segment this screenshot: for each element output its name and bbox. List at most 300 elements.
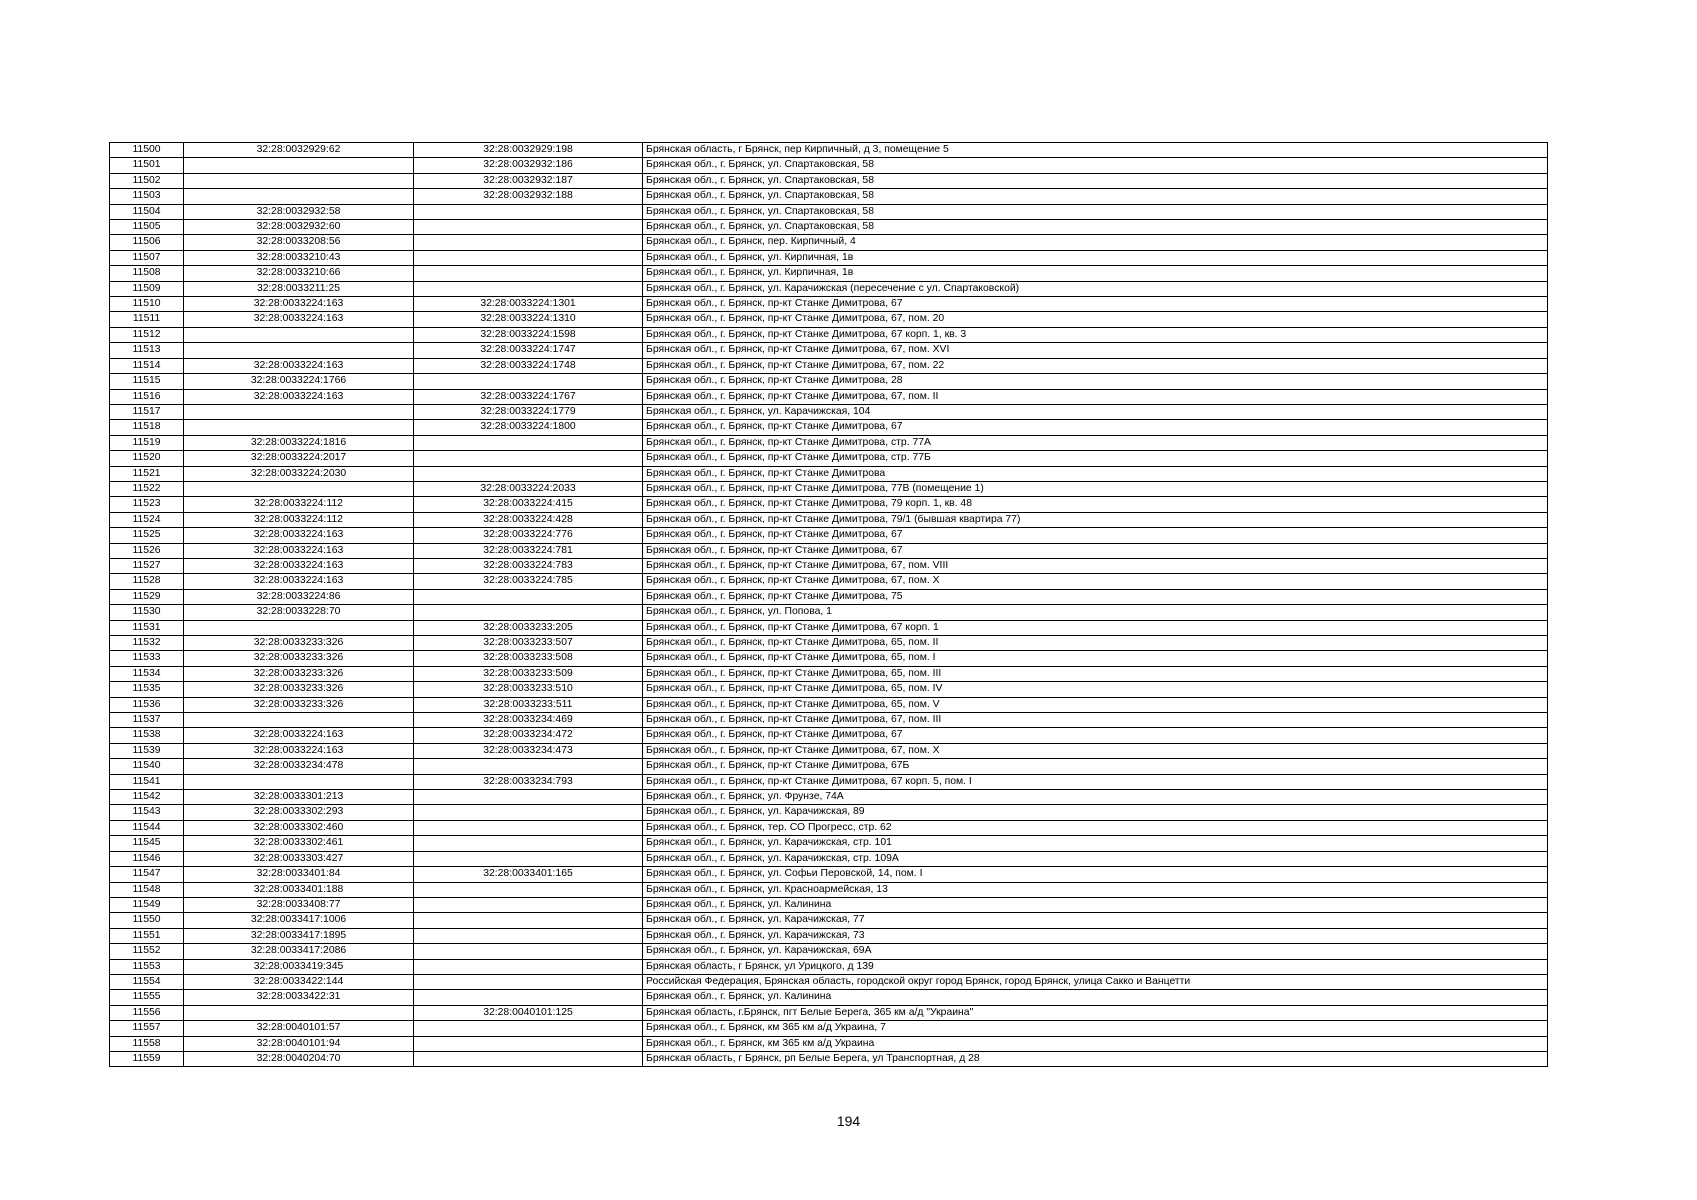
table-row bbox=[110, 312, 1548, 327]
address-cell: Брянская обл., г. Брянск, пр-кт Станке Димитрова, 67, пом. X bbox=[643, 743, 1548, 758]
table-row bbox=[110, 266, 1548, 281]
table-row bbox=[110, 389, 1548, 404]
land-cadastral-number-cell: 32:28:0033224:163 bbox=[184, 389, 414, 404]
object-cadastral-number-cell bbox=[414, 928, 643, 943]
land-cadastral-number-cell: 32:28:0033302:461 bbox=[184, 836, 414, 851]
address-cell: Брянская обл., г. Брянск, пр-кт Станке Димитрова, 67 bbox=[643, 543, 1548, 558]
table-row bbox=[110, 1051, 1548, 1066]
table-row bbox=[110, 250, 1548, 265]
row-number-cell: 11540 bbox=[110, 759, 184, 774]
table-row bbox=[110, 805, 1548, 820]
object-cadastral-number-cell bbox=[414, 374, 643, 389]
row-number-cell: 11548 bbox=[110, 882, 184, 897]
address-cell: Брянская область, г.Брянск, пгт Белые Берега, 365 км а/д "Украина" bbox=[643, 1005, 1548, 1020]
land-cadastral-number-cell: 32:28:0033224:2017 bbox=[184, 451, 414, 466]
table-row bbox=[110, 974, 1548, 989]
row-number-cell: 11518 bbox=[110, 420, 184, 435]
object-cadastral-number-cell bbox=[414, 959, 643, 974]
address-cell: Брянская обл., г. Брянск, пр-кт Станке Димитрова, 67Б bbox=[643, 759, 1548, 774]
table-row bbox=[110, 774, 1548, 789]
table-row bbox=[110, 435, 1548, 450]
address-cell: Брянская обл., г. Брянск, пр-кт Станке Димитрова, 75 bbox=[643, 589, 1548, 604]
table-body bbox=[110, 143, 1548, 1067]
address-cell: Брянская обл., г. Брянск, ул. Карачижская, стр. 101 bbox=[643, 836, 1548, 851]
object-cadastral-number-cell: 32:28:0033224:1598 bbox=[414, 327, 643, 342]
object-cadastral-number-cell: 32:28:0033224:428 bbox=[414, 512, 643, 527]
table-row bbox=[110, 697, 1548, 712]
object-cadastral-number-cell: 32:28:0033234:473 bbox=[414, 743, 643, 758]
object-cadastral-number-cell: 32:28:0040101:125 bbox=[414, 1005, 643, 1020]
table-row bbox=[110, 959, 1548, 974]
address-cell: Брянская обл., г. Брянск, км 365 км а/д Украина bbox=[643, 1036, 1548, 1051]
row-number-cell: 11559 bbox=[110, 1051, 184, 1066]
address-cell: Брянская обл., г. Брянск, пер. Кирпичный, 4 bbox=[643, 235, 1548, 250]
object-cadastral-number-cell bbox=[414, 882, 643, 897]
object-cadastral-number-cell bbox=[414, 266, 643, 281]
row-number-cell: 11516 bbox=[110, 389, 184, 404]
row-number-cell: 11523 bbox=[110, 497, 184, 512]
row-number-cell: 11500 bbox=[110, 143, 184, 158]
land-cadastral-number-cell: 32:28:0033233:326 bbox=[184, 666, 414, 681]
object-cadastral-number-cell bbox=[414, 250, 643, 265]
address-cell: Брянская обл., г. Брянск, ул. Калинина bbox=[643, 990, 1548, 1005]
object-cadastral-number-cell: 32:28:0033234:793 bbox=[414, 774, 643, 789]
row-number-cell: 11555 bbox=[110, 990, 184, 1005]
table-row bbox=[110, 528, 1548, 543]
address-cell: Брянская обл., г. Брянск, ул. Карачижская (пересечение с ул. Спартаковской) bbox=[643, 281, 1548, 296]
row-number-cell: 11520 bbox=[110, 451, 184, 466]
table-row bbox=[110, 682, 1548, 697]
land-cadastral-number-cell: 32:28:0033303:427 bbox=[184, 851, 414, 866]
address-cell: Брянская обл., г. Брянск, ул. Карачижская, стр. 109А bbox=[643, 851, 1548, 866]
row-number-cell: 11503 bbox=[110, 189, 184, 204]
land-cadastral-number-cell: 32:28:0033233:326 bbox=[184, 651, 414, 666]
land-cadastral-number-cell bbox=[184, 620, 414, 635]
land-cadastral-number-cell: 32:28:0032932:58 bbox=[184, 204, 414, 219]
land-cadastral-number-cell bbox=[184, 1005, 414, 1020]
row-number-cell: 11541 bbox=[110, 774, 184, 789]
address-cell: Брянская обл., г. Брянск, км 365 км а/д Украина, 7 bbox=[643, 1021, 1548, 1036]
address-cell: Брянская обл., г. Брянск, пр-кт Станке Димитрова, 28 bbox=[643, 374, 1548, 389]
address-cell: Брянская обл., г. Брянск, пр-кт Станке Димитрова, 67, пом. III bbox=[643, 713, 1548, 728]
address-cell: Брянская обл., г. Брянск, пр-кт Станке Димитрова, 65, пом. III bbox=[643, 666, 1548, 681]
land-cadastral-number-cell: 32:28:0033224:163 bbox=[184, 312, 414, 327]
land-cadastral-number-cell: 32:28:0033401:84 bbox=[184, 867, 414, 882]
land-cadastral-number-cell: 32:28:0033224:2030 bbox=[184, 466, 414, 481]
address-cell: Брянская обл., г. Брянск, пр-кт Станке Димитрова, 67 корп. 5, пом. I bbox=[643, 774, 1548, 789]
table-row bbox=[110, 605, 1548, 620]
table-row bbox=[110, 158, 1548, 173]
object-cadastral-number-cell bbox=[414, 435, 643, 450]
land-cadastral-number-cell bbox=[184, 158, 414, 173]
land-cadastral-number-cell: 32:28:0033224:86 bbox=[184, 589, 414, 604]
object-cadastral-number-cell bbox=[414, 836, 643, 851]
address-cell: Брянская обл., г. Брянск, ул. Калинина bbox=[643, 897, 1548, 912]
land-cadastral-number-cell: 32:28:0033224:112 bbox=[184, 512, 414, 527]
address-cell: Брянская обл., г. Брянск, ул. Спартаковская, 58 bbox=[643, 204, 1548, 219]
row-number-cell: 11537 bbox=[110, 713, 184, 728]
object-cadastral-number-cell bbox=[414, 605, 643, 620]
address-cell: Брянская обл., г. Брянск, ул. Спартаковская, 58 bbox=[643, 220, 1548, 235]
object-cadastral-number-cell bbox=[414, 466, 643, 481]
address-cell: Брянская обл., г. Брянск, пр-кт Станке Димитрова, 79/1 (бывшая квартира 77) bbox=[643, 512, 1548, 527]
object-cadastral-number-cell: 32:28:0033224:776 bbox=[414, 528, 643, 543]
object-cadastral-number-cell: 32:28:0032929:198 bbox=[414, 143, 643, 158]
table-row bbox=[110, 543, 1548, 558]
address-cell: Брянская обл., г. Брянск, пр-кт Станке Димитрова, 65, пом. II bbox=[643, 636, 1548, 651]
row-number-cell: 11511 bbox=[110, 312, 184, 327]
object-cadastral-number-cell: 32:28:0033224:415 bbox=[414, 497, 643, 512]
object-cadastral-number-cell bbox=[414, 805, 643, 820]
address-cell: Брянская обл., г. Брянск, тер. СО Прогресс, стр. 62 bbox=[643, 820, 1548, 835]
row-number-cell: 11531 bbox=[110, 620, 184, 635]
row-number-cell: 11504 bbox=[110, 204, 184, 219]
land-cadastral-number-cell: 32:28:0033302:460 bbox=[184, 820, 414, 835]
table-row bbox=[110, 743, 1548, 758]
object-cadastral-number-cell: 32:28:0033224:783 bbox=[414, 558, 643, 573]
object-cadastral-number-cell: 32:28:0033224:2033 bbox=[414, 481, 643, 496]
table-row bbox=[110, 790, 1548, 805]
land-cadastral-number-cell: 32:28:0032932:60 bbox=[184, 220, 414, 235]
object-cadastral-number-cell: 32:28:0033401:165 bbox=[414, 867, 643, 882]
land-cadastral-number-cell: 32:28:0033224:112 bbox=[184, 497, 414, 512]
row-number-cell: 11536 bbox=[110, 697, 184, 712]
table-row bbox=[110, 867, 1548, 882]
address-cell: Брянская обл., г. Брянск, пр-кт Станке Димитрова, 65, пом. V bbox=[643, 697, 1548, 712]
object-cadastral-number-cell: 32:28:0032932:187 bbox=[414, 173, 643, 188]
land-cadastral-number-cell: 32:28:0033417:1895 bbox=[184, 928, 414, 943]
land-cadastral-number-cell: 32:28:0033417:1006 bbox=[184, 913, 414, 928]
land-cadastral-number-cell bbox=[184, 189, 414, 204]
address-cell: Брянская обл., г. Брянск, пр-кт Станке Димитрова, 67, пом. X bbox=[643, 574, 1548, 589]
object-cadastral-number-cell: 32:28:0033224:1301 bbox=[414, 297, 643, 312]
row-number-cell: 11556 bbox=[110, 1005, 184, 1020]
address-cell: Брянская обл., г. Брянск, ул. Софьи Перовской, 14, пом. I bbox=[643, 867, 1548, 882]
object-cadastral-number-cell: 32:28:0033224:1748 bbox=[414, 358, 643, 373]
land-cadastral-number-cell: 32:28:0033228:70 bbox=[184, 605, 414, 620]
table-row bbox=[110, 420, 1548, 435]
land-cadastral-number-cell: 32:28:0033210:66 bbox=[184, 266, 414, 281]
table-row bbox=[110, 620, 1548, 635]
object-cadastral-number-cell: 32:28:0032932:188 bbox=[414, 189, 643, 204]
table-row bbox=[110, 374, 1548, 389]
land-cadastral-number-cell: 32:28:0033233:326 bbox=[184, 636, 414, 651]
object-cadastral-number-cell bbox=[414, 820, 643, 835]
object-cadastral-number-cell: 32:28:0033224:1779 bbox=[414, 404, 643, 419]
object-cadastral-number-cell bbox=[414, 990, 643, 1005]
land-cadastral-number-cell: 32:28:0033224:163 bbox=[184, 528, 414, 543]
object-cadastral-number-cell: 32:28:0033224:785 bbox=[414, 574, 643, 589]
address-cell: Брянская обл., г. Брянск, ул. Красноармейская, 13 bbox=[643, 882, 1548, 897]
land-cadastral-number-cell: 32:28:0040204:70 bbox=[184, 1051, 414, 1066]
row-number-cell: 11545 bbox=[110, 836, 184, 851]
row-number-cell: 11558 bbox=[110, 1036, 184, 1051]
row-number-cell: 11530 bbox=[110, 605, 184, 620]
page-number: 194 bbox=[836, 1113, 861, 1129]
table-row bbox=[110, 928, 1548, 943]
table-row bbox=[110, 589, 1548, 604]
table-row bbox=[110, 1021, 1548, 1036]
address-cell: Брянская обл., г. Брянск, ул. Спартаковская, 58 bbox=[643, 173, 1548, 188]
table-row bbox=[110, 281, 1548, 296]
address-cell: Брянская обл., г. Брянск, ул. Карачижская, 104 bbox=[643, 404, 1548, 419]
table-row bbox=[110, 327, 1548, 342]
address-cell: Брянская область, г Брянск, ул Урицкого, д 139 bbox=[643, 959, 1548, 974]
row-number-cell: 11524 bbox=[110, 512, 184, 527]
address-cell: Брянская обл., г. Брянск, пр-кт Станке Димитрова, 79 корп. 1, кв. 48 bbox=[643, 497, 1548, 512]
land-cadastral-number-cell bbox=[184, 420, 414, 435]
land-cadastral-number-cell: 32:28:0033234:478 bbox=[184, 759, 414, 774]
address-cell: Брянская обл., г. Брянск, пр-кт Станке Димитрова, стр. 77Б bbox=[643, 451, 1548, 466]
row-number-cell: 11542 bbox=[110, 790, 184, 805]
table-row bbox=[110, 404, 1548, 419]
address-cell: Брянская обл., г. Брянск, ул. Карачижская, 89 bbox=[643, 805, 1548, 820]
land-cadastral-number-cell: 32:28:0040101:94 bbox=[184, 1036, 414, 1051]
object-cadastral-number-cell bbox=[414, 204, 643, 219]
object-cadastral-number-cell: 32:28:0033233:511 bbox=[414, 697, 643, 712]
address-cell: Брянская обл., г. Брянск, пр-кт Станке Димитрова, 67 bbox=[643, 420, 1548, 435]
object-cadastral-number-cell bbox=[414, 235, 643, 250]
land-cadastral-number-cell: 32:28:0033224:163 bbox=[184, 574, 414, 589]
row-number-cell: 11507 bbox=[110, 250, 184, 265]
row-number-cell: 11512 bbox=[110, 327, 184, 342]
table-row bbox=[110, 220, 1548, 235]
row-number-cell: 11517 bbox=[110, 404, 184, 419]
row-number-cell: 11543 bbox=[110, 805, 184, 820]
row-number-cell: 11506 bbox=[110, 235, 184, 250]
row-number-cell: 11544 bbox=[110, 820, 184, 835]
address-cell: Брянская обл., г. Брянск, пр-кт Станке Димитрова, 67, пом. 22 bbox=[643, 358, 1548, 373]
table-row bbox=[110, 897, 1548, 912]
row-number-cell: 11554 bbox=[110, 974, 184, 989]
land-cadastral-number-cell: 32:28:0033211:25 bbox=[184, 281, 414, 296]
object-cadastral-number-cell: 32:28:0033233:510 bbox=[414, 682, 643, 697]
address-cell: Брянская обл., г. Брянск, ул. Кирпичная, 1в bbox=[643, 250, 1548, 265]
row-number-cell: 11527 bbox=[110, 558, 184, 573]
land-cadastral-number-cell: 32:28:0033224:1766 bbox=[184, 374, 414, 389]
row-number-cell: 11546 bbox=[110, 851, 184, 866]
row-number-cell: 11552 bbox=[110, 944, 184, 959]
land-cadastral-number-cell: 32:28:0033233:326 bbox=[184, 697, 414, 712]
object-cadastral-number-cell bbox=[414, 759, 643, 774]
table-row bbox=[110, 651, 1548, 666]
row-number-cell: 11505 bbox=[110, 220, 184, 235]
land-cadastral-number-cell: 32:28:0032929:62 bbox=[184, 143, 414, 158]
table-row bbox=[110, 297, 1548, 312]
table-row bbox=[110, 666, 1548, 681]
address-cell: Брянская обл., г. Брянск, пр-кт Станке Димитрова, 67 bbox=[643, 728, 1548, 743]
land-cadastral-number-cell: 32:28:0033422:31 bbox=[184, 990, 414, 1005]
table-row bbox=[110, 358, 1548, 373]
land-cadastral-number-cell: 32:28:0033224:163 bbox=[184, 297, 414, 312]
object-cadastral-number-cell: 32:28:0033234:472 bbox=[414, 728, 643, 743]
land-cadastral-number-cell: 32:28:0033224:163 bbox=[184, 358, 414, 373]
object-cadastral-number-cell: 32:28:0033233:205 bbox=[414, 620, 643, 635]
land-cadastral-number-cell: 32:28:0033208:56 bbox=[184, 235, 414, 250]
row-number-cell: 11547 bbox=[110, 867, 184, 882]
table-row bbox=[110, 1005, 1548, 1020]
row-number-cell: 11515 bbox=[110, 374, 184, 389]
land-cadastral-number-cell bbox=[184, 481, 414, 496]
address-cell: Брянская обл., г. Брянск, пр-кт Станке Димитрова, 65, пом. IV bbox=[643, 682, 1548, 697]
row-number-cell: 11557 bbox=[110, 1021, 184, 1036]
land-cadastral-number-cell: 32:28:0033224:163 bbox=[184, 543, 414, 558]
table-row bbox=[110, 497, 1548, 512]
address-cell: Брянская обл., г. Брянск, пр-кт Станке Димитрова, 67 корп. 1, кв. 3 bbox=[643, 327, 1548, 342]
land-cadastral-number-cell: 32:28:0033224:163 bbox=[184, 743, 414, 758]
table-row bbox=[110, 944, 1548, 959]
table-row bbox=[110, 913, 1548, 928]
object-cadastral-number-cell bbox=[414, 1036, 643, 1051]
table-row bbox=[110, 451, 1548, 466]
address-cell: Брянская обл., г. Брянск, пр-кт Станке Димитрова, 67, пом. 20 bbox=[643, 312, 1548, 327]
object-cadastral-number-cell: 32:28:0033224:1800 bbox=[414, 420, 643, 435]
address-cell: Брянская обл., г. Брянск, пр-кт Станке Димитрова, стр. 77А bbox=[643, 435, 1548, 450]
object-cadastral-number-cell bbox=[414, 220, 643, 235]
table-row bbox=[110, 173, 1548, 188]
address-cell: Брянская обл., г. Брянск, ул. Спартаковская, 58 bbox=[643, 189, 1548, 204]
address-cell: Брянская обл., г. Брянск, пр-кт Станке Димитрова bbox=[643, 466, 1548, 481]
object-cadastral-number-cell bbox=[414, 1051, 643, 1066]
table-row bbox=[110, 235, 1548, 250]
address-cell: Брянская обл., г. Брянск, пр-кт Станке Димитрова, 67 корп. 1 bbox=[643, 620, 1548, 635]
address-cell: Брянская обл., г. Брянск, ул. Карачижская, 73 bbox=[643, 928, 1548, 943]
object-cadastral-number-cell bbox=[414, 913, 643, 928]
object-cadastral-number-cell bbox=[414, 851, 643, 866]
address-cell: Брянская обл., г. Брянск, ул. Карачижская, 69А bbox=[643, 944, 1548, 959]
land-cadastral-number-cell: 32:28:0033422:144 bbox=[184, 974, 414, 989]
land-cadastral-number-cell: 32:28:0033301:213 bbox=[184, 790, 414, 805]
address-cell: Российская Федерация, Брянская область, городской округ город Брянск, город Брянск, улица Сакко и Ванцетти bbox=[643, 974, 1548, 989]
row-number-cell: 11502 bbox=[110, 173, 184, 188]
object-cadastral-number-cell: 32:28:0033233:508 bbox=[414, 651, 643, 666]
table-row bbox=[110, 851, 1548, 866]
land-cadastral-number-cell: 32:28:0040101:57 bbox=[184, 1021, 414, 1036]
table-row bbox=[110, 728, 1548, 743]
table-row bbox=[110, 636, 1548, 651]
row-number-cell: 11508 bbox=[110, 266, 184, 281]
address-cell: Брянская обл., г. Брянск, ул. Кирпичная, 1в bbox=[643, 266, 1548, 281]
row-number-cell: 11534 bbox=[110, 666, 184, 681]
object-cadastral-number-cell bbox=[414, 451, 643, 466]
row-number-cell: 11510 bbox=[110, 297, 184, 312]
row-number-cell: 11539 bbox=[110, 743, 184, 758]
land-cadastral-number-cell: 32:28:0033224:1816 bbox=[184, 435, 414, 450]
table-row bbox=[110, 189, 1548, 204]
land-cadastral-number-cell: 32:28:0033233:326 bbox=[184, 682, 414, 697]
row-number-cell: 11514 bbox=[110, 358, 184, 373]
land-cadastral-number-cell: 32:28:0033419:345 bbox=[184, 959, 414, 974]
land-cadastral-number-cell bbox=[184, 404, 414, 419]
table-row bbox=[110, 882, 1548, 897]
table-row bbox=[110, 466, 1548, 481]
address-cell: Брянская обл., г. Брянск, ул. Попова, 1 bbox=[643, 605, 1548, 620]
land-cadastral-number-cell bbox=[184, 713, 414, 728]
row-number-cell: 11509 bbox=[110, 281, 184, 296]
object-cadastral-number-cell: 32:28:0032932:186 bbox=[414, 158, 643, 173]
row-number-cell: 11553 bbox=[110, 959, 184, 974]
address-cell: Брянская обл., г. Брянск, ул. Карачижская, 77 bbox=[643, 913, 1548, 928]
land-cadastral-number-cell bbox=[184, 327, 414, 342]
land-cadastral-number-cell: 32:28:0033408:77 bbox=[184, 897, 414, 912]
address-cell: Брянская обл., г. Брянск, ул. Спартаковская, 58 bbox=[643, 158, 1548, 173]
land-cadastral-number-cell bbox=[184, 774, 414, 789]
table-row bbox=[110, 204, 1548, 219]
table-row bbox=[110, 143, 1548, 158]
row-number-cell: 11550 bbox=[110, 913, 184, 928]
row-number-cell: 11535 bbox=[110, 682, 184, 697]
row-number-cell: 11538 bbox=[110, 728, 184, 743]
object-cadastral-number-cell: 32:28:0033224:1310 bbox=[414, 312, 643, 327]
address-cell: Брянская обл., г. Брянск, пр-кт Станке Димитрова, 67, пом. XVI bbox=[643, 343, 1548, 358]
object-cadastral-number-cell bbox=[414, 1021, 643, 1036]
table-row bbox=[110, 1036, 1548, 1051]
land-cadastral-number-cell: 32:28:0033210:43 bbox=[184, 250, 414, 265]
table-row bbox=[110, 990, 1548, 1005]
row-number-cell: 11528 bbox=[110, 574, 184, 589]
land-cadastral-number-cell: 32:28:0033401:188 bbox=[184, 882, 414, 897]
object-cadastral-number-cell: 32:28:0033233:507 bbox=[414, 636, 643, 651]
row-number-cell: 11549 bbox=[110, 897, 184, 912]
address-cell: Брянская обл., г. Брянск, пр-кт Станке Димитрова, 67 bbox=[643, 528, 1548, 543]
object-cadastral-number-cell bbox=[414, 790, 643, 805]
land-cadastral-number-cell: 32:28:0033224:163 bbox=[184, 728, 414, 743]
table-row bbox=[110, 820, 1548, 835]
object-cadastral-number-cell bbox=[414, 897, 643, 912]
address-cell: Брянская обл., г. Брянск, пр-кт Станке Димитрова, 65, пом. I bbox=[643, 651, 1548, 666]
land-cadastral-number-cell bbox=[184, 343, 414, 358]
table-row bbox=[110, 713, 1548, 728]
address-cell: Брянская область, г Брянск, пер Кирпичный, д 3, помещение 5 bbox=[643, 143, 1548, 158]
land-cadastral-number-cell: 32:28:0033417:2086 bbox=[184, 944, 414, 959]
address-cell: Брянская обл., г. Брянск, пр-кт Станке Димитрова, 67, пом. II bbox=[643, 389, 1548, 404]
table-row bbox=[110, 759, 1548, 774]
land-cadastral-number-cell: 32:28:0033302:293 bbox=[184, 805, 414, 820]
object-cadastral-number-cell: 32:28:0033234:469 bbox=[414, 713, 643, 728]
row-number-cell: 11551 bbox=[110, 928, 184, 943]
land-cadastral-number-cell bbox=[184, 173, 414, 188]
row-number-cell: 11519 bbox=[110, 435, 184, 450]
table-row bbox=[110, 343, 1548, 358]
address-cell: Брянская область, г Брянск, рп Белые Берега, ул Транспортная, д 28 bbox=[643, 1051, 1548, 1066]
address-cell: Брянская обл., г. Брянск, пр-кт Станке Димитрова, 67 bbox=[643, 297, 1548, 312]
row-number-cell: 11501 bbox=[110, 158, 184, 173]
row-number-cell: 11532 bbox=[110, 636, 184, 651]
table-row bbox=[110, 481, 1548, 496]
table-row bbox=[110, 836, 1548, 851]
address-cell: Брянская обл., г. Брянск, ул. Фрунзе, 74А bbox=[643, 790, 1548, 805]
row-number-cell: 11522 bbox=[110, 481, 184, 496]
object-cadastral-number-cell: 32:28:0033224:781 bbox=[414, 543, 643, 558]
object-cadastral-number-cell bbox=[414, 281, 643, 296]
object-cadastral-number-cell bbox=[414, 589, 643, 604]
row-number-cell: 11533 bbox=[110, 651, 184, 666]
row-number-cell: 11526 bbox=[110, 543, 184, 558]
address-cell: Брянская обл., г. Брянск, пр-кт Станке Димитрова, 77В (помещение 1) bbox=[643, 481, 1548, 496]
table-row bbox=[110, 512, 1548, 527]
land-cadastral-number-cell: 32:28:0033224:163 bbox=[184, 558, 414, 573]
object-cadastral-number-cell bbox=[414, 944, 643, 959]
row-number-cell: 11513 bbox=[110, 343, 184, 358]
table-row bbox=[110, 574, 1548, 589]
row-number-cell: 11525 bbox=[110, 528, 184, 543]
object-cadastral-number-cell: 32:28:0033224:1767 bbox=[414, 389, 643, 404]
object-cadastral-number-cell: 32:28:0033224:1747 bbox=[414, 343, 643, 358]
address-cell: Брянская обл., г. Брянск, пр-кт Станке Димитрова, 67, пом. VIII bbox=[643, 558, 1548, 573]
object-cadastral-number-cell bbox=[414, 974, 643, 989]
property-register-table bbox=[109, 142, 1548, 1067]
row-number-cell: 11529 bbox=[110, 589, 184, 604]
